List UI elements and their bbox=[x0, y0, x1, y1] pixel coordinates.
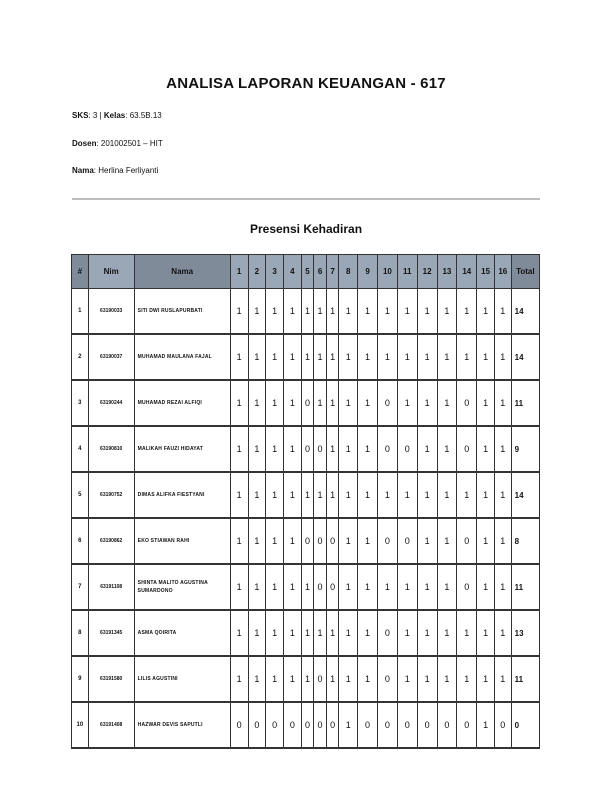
attendance-mark: 0 bbox=[377, 380, 397, 426]
table-row bbox=[72, 610, 540, 656]
header-no: # bbox=[72, 255, 89, 289]
attendance-mark: 1 bbox=[494, 656, 511, 702]
student-nim: 63190810 bbox=[88, 426, 134, 472]
attendance-mark: 0 bbox=[377, 610, 397, 656]
attendance-mark: 1 bbox=[397, 380, 417, 426]
attendance-total: 11 bbox=[511, 656, 539, 702]
attendance-mark: 1 bbox=[358, 472, 378, 518]
attendance-mark: 1 bbox=[266, 380, 284, 426]
attendance-mark: 1 bbox=[266, 472, 284, 518]
attendance-total: 13 bbox=[511, 610, 539, 656]
student-nim: 63190033 bbox=[88, 289, 134, 335]
attendance-mark: 1 bbox=[417, 656, 437, 702]
table-body bbox=[72, 289, 540, 749]
attendance-mark: 1 bbox=[437, 426, 457, 472]
attendance-mark: 1 bbox=[477, 472, 495, 518]
row-number: 5 bbox=[72, 472, 89, 518]
attendance-mark: 1 bbox=[314, 380, 327, 426]
attendance-mark: 0 bbox=[266, 702, 284, 748]
attendance-mark: 1 bbox=[397, 289, 417, 335]
attendance-mark: 1 bbox=[417, 518, 437, 564]
attendance-mark: 1 bbox=[230, 426, 248, 472]
attendance-mark: 0 bbox=[326, 564, 339, 610]
header-session-6: 6 bbox=[314, 255, 327, 289]
attendance-mark: 0 bbox=[377, 656, 397, 702]
attendance-mark: 1 bbox=[248, 610, 266, 656]
attendance-mark: 1 bbox=[266, 656, 284, 702]
attendance-mark: 0 bbox=[457, 564, 477, 610]
table-row bbox=[72, 518, 540, 564]
attendance-mark: 1 bbox=[477, 334, 495, 380]
attendance-mark: 1 bbox=[339, 656, 358, 702]
dosen-label: Dosen bbox=[72, 139, 97, 148]
attendance-mark: 1 bbox=[358, 656, 378, 702]
attendance-mark: 1 bbox=[457, 334, 477, 380]
student-name: DIMAS ALIFKA FIESTYANI bbox=[134, 472, 230, 518]
attendance-mark: 1 bbox=[358, 518, 378, 564]
attendance-mark: 1 bbox=[266, 564, 284, 610]
table-row bbox=[72, 472, 540, 518]
student-name: SITI DWI RUSLAPURBATI bbox=[134, 289, 230, 335]
attendance-mark: 1 bbox=[358, 380, 378, 426]
attendance-mark: 1 bbox=[437, 380, 457, 426]
attendance-mark: 1 bbox=[301, 610, 314, 656]
attendance-mark: 1 bbox=[284, 426, 302, 472]
student-name: MUHAMAD MAULANA FAJAL bbox=[134, 334, 230, 380]
row-number: 1 bbox=[72, 289, 89, 335]
attendance-mark: 0 bbox=[457, 702, 477, 748]
attendance-mark: 1 bbox=[339, 564, 358, 610]
student-name: SHINTA MALITO AGUSTINA SUMARDONO bbox=[134, 564, 230, 610]
attendance-mark: 1 bbox=[417, 564, 437, 610]
header-session-10: 10 bbox=[377, 255, 397, 289]
attendance-mark: 1 bbox=[326, 472, 339, 518]
attendance-mark: 1 bbox=[284, 472, 302, 518]
table-row bbox=[72, 380, 540, 426]
attendance-mark: 1 bbox=[326, 426, 339, 472]
table-row bbox=[72, 564, 540, 610]
attendance-mark: 1 bbox=[301, 289, 314, 335]
student-nim: 63190862 bbox=[88, 518, 134, 564]
attendance-mark: 0 bbox=[377, 702, 397, 748]
nama-label: Nama bbox=[72, 166, 94, 175]
attendance-mark: 0 bbox=[314, 426, 327, 472]
attendance-mark: 1 bbox=[266, 610, 284, 656]
attendance-mark: 1 bbox=[339, 472, 358, 518]
student-name: MALIKAH FAUZI HIDAYAT bbox=[134, 426, 230, 472]
student-nim: 63191408 bbox=[88, 702, 134, 748]
attendance-mark: 1 bbox=[477, 656, 495, 702]
attendance-mark: 1 bbox=[494, 426, 511, 472]
attendance-mark: 1 bbox=[494, 334, 511, 380]
attendance-mark: 0 bbox=[437, 702, 457, 748]
row-number: 10 bbox=[72, 702, 89, 748]
header-nim: Nim bbox=[88, 255, 134, 289]
attendance-mark: 0 bbox=[230, 702, 248, 748]
row-number: 6 bbox=[72, 518, 89, 564]
attendance-mark: 1 bbox=[417, 610, 437, 656]
student-nim: 63190244 bbox=[88, 380, 134, 426]
row-number: 8 bbox=[72, 610, 89, 656]
attendance-mark: 0 bbox=[284, 702, 302, 748]
attendance-mark: 1 bbox=[248, 564, 266, 610]
attendance-mark: 0 bbox=[494, 702, 511, 748]
attendance-mark: 1 bbox=[437, 334, 457, 380]
attendance-mark: 1 bbox=[377, 334, 397, 380]
nama-line: Nama: Herlina Ferliyanti bbox=[72, 166, 159, 175]
attendance-mark: 1 bbox=[248, 656, 266, 702]
row-number: 7 bbox=[72, 564, 89, 610]
attendance-mark: 1 bbox=[314, 610, 327, 656]
attendance-mark: 1 bbox=[457, 289, 477, 335]
attendance-mark: 1 bbox=[494, 518, 511, 564]
attendance-mark: 1 bbox=[477, 564, 495, 610]
attendance-mark: 1 bbox=[437, 564, 457, 610]
attendance-mark: 1 bbox=[339, 426, 358, 472]
attendance-mark: 0 bbox=[397, 702, 417, 748]
divider bbox=[72, 198, 540, 200]
attendance-mark: 1 bbox=[494, 610, 511, 656]
attendance-mark: 1 bbox=[339, 610, 358, 656]
attendance-mark: 1 bbox=[326, 289, 339, 335]
attendance-total: 9 bbox=[511, 426, 539, 472]
attendance-mark: 0 bbox=[314, 564, 327, 610]
table-row bbox=[72, 702, 540, 748]
attendance-mark: 0 bbox=[248, 702, 266, 748]
attendance-mark: 0 bbox=[314, 702, 327, 748]
header-session-14: 14 bbox=[457, 255, 477, 289]
attendance-mark: 1 bbox=[248, 472, 266, 518]
attendance-mark: 1 bbox=[494, 564, 511, 610]
attendance-mark: 1 bbox=[339, 334, 358, 380]
attendance-mark: 0 bbox=[457, 518, 477, 564]
attendance-mark: 0 bbox=[314, 656, 327, 702]
attendance-mark: 1 bbox=[248, 380, 266, 426]
attendance-mark: 1 bbox=[248, 518, 266, 564]
attendance-mark: 1 bbox=[266, 289, 284, 335]
attendance-mark: 1 bbox=[314, 289, 327, 335]
header-session-9: 9 bbox=[358, 255, 378, 289]
attendance-mark: 1 bbox=[301, 472, 314, 518]
header-session-16: 16 bbox=[494, 255, 511, 289]
attendance-mark: 1 bbox=[266, 518, 284, 564]
row-number: 9 bbox=[72, 656, 89, 702]
student-name: MUHAMAD REZAI ALFIQI bbox=[134, 380, 230, 426]
attendance-mark: 1 bbox=[301, 656, 314, 702]
attendance-mark: 0 bbox=[377, 518, 397, 564]
attendance-mark: 0 bbox=[457, 426, 477, 472]
attendance-mark: 1 bbox=[417, 426, 437, 472]
attendance-mark: 1 bbox=[314, 472, 327, 518]
attendance-mark: 1 bbox=[248, 426, 266, 472]
attendance-mark: 1 bbox=[284, 334, 302, 380]
attendance-mark: 1 bbox=[358, 610, 378, 656]
attendance-mark: 1 bbox=[358, 564, 378, 610]
attendance-mark: 0 bbox=[314, 518, 327, 564]
row-number: 2 bbox=[72, 334, 89, 380]
attendance-mark: 1 bbox=[314, 334, 327, 380]
attendance-mark: 1 bbox=[301, 564, 314, 610]
attendance-mark: 1 bbox=[284, 518, 302, 564]
attendance-mark: 1 bbox=[301, 334, 314, 380]
student-name: EKO STIAWAN RAHI bbox=[134, 518, 230, 564]
attendance-mark: 1 bbox=[494, 289, 511, 335]
attendance-mark: 1 bbox=[266, 426, 284, 472]
attendance-mark: 1 bbox=[397, 564, 417, 610]
header-session-1: 1 bbox=[230, 255, 248, 289]
attendance-mark: 0 bbox=[301, 426, 314, 472]
attendance-mark: 1 bbox=[437, 518, 457, 564]
attendance-table bbox=[71, 254, 540, 749]
attendance-mark: 1 bbox=[230, 518, 248, 564]
attendance-mark: 1 bbox=[494, 472, 511, 518]
attendance-mark: 1 bbox=[230, 289, 248, 335]
attendance-mark: 0 bbox=[457, 380, 477, 426]
attendance-mark: 1 bbox=[377, 289, 397, 335]
sks-kelas-line: SKS: 3 | Kelas: 63.5B.13 bbox=[72, 111, 162, 120]
attendance-mark: 1 bbox=[437, 656, 457, 702]
attendance-mark: 1 bbox=[477, 380, 495, 426]
attendance-mark: 0 bbox=[301, 518, 314, 564]
attendance-mark: 1 bbox=[417, 380, 437, 426]
attendance-mark: 1 bbox=[284, 289, 302, 335]
attendance-mark: 1 bbox=[477, 289, 495, 335]
header-session-12: 12 bbox=[417, 255, 437, 289]
row-number: 4 bbox=[72, 426, 89, 472]
header-session-4: 4 bbox=[284, 255, 302, 289]
table-row bbox=[72, 426, 540, 472]
attendance-mark: 1 bbox=[377, 472, 397, 518]
sks-label: SKS bbox=[72, 111, 89, 120]
attendance-total: 14 bbox=[511, 472, 539, 518]
attendance-total: 11 bbox=[511, 564, 539, 610]
header-session-7: 7 bbox=[326, 255, 339, 289]
attendance-mark: 0 bbox=[417, 702, 437, 748]
header-session-11: 11 bbox=[397, 255, 417, 289]
attendance-mark: 1 bbox=[397, 334, 417, 380]
sks-value: 3 bbox=[92, 111, 98, 120]
attendance-mark: 0 bbox=[397, 426, 417, 472]
attendance-mark: 1 bbox=[284, 380, 302, 426]
attendance-mark: 1 bbox=[358, 289, 378, 335]
student-nim: 63190037 bbox=[88, 334, 134, 380]
attendance-mark: 1 bbox=[284, 656, 302, 702]
document-title: ANALISA LAPORAN KEUANGAN - 617 bbox=[166, 75, 446, 92]
table-row bbox=[72, 656, 540, 702]
attendance-total: 11 bbox=[511, 380, 539, 426]
attendance-mark: 1 bbox=[477, 702, 495, 748]
student-nim: 63191345 bbox=[88, 610, 134, 656]
header-session-5: 5 bbox=[301, 255, 314, 289]
attendance-mark: 1 bbox=[358, 426, 378, 472]
attendance-mark: 0 bbox=[326, 518, 339, 564]
dosen-value: 201002501 – HIT bbox=[100, 139, 163, 148]
attendance-mark: 1 bbox=[397, 656, 417, 702]
attendance-mark: 1 bbox=[339, 380, 358, 426]
table-row bbox=[72, 289, 540, 335]
dosen-line: Dosen: 201002501 – HIT bbox=[72, 139, 163, 148]
attendance-mark: 1 bbox=[284, 610, 302, 656]
kelas-label: Kelas bbox=[103, 111, 126, 120]
section-title: Presensi Kehadiran bbox=[249, 222, 363, 236]
attendance-mark: 1 bbox=[339, 289, 358, 335]
attendance-mark: 1 bbox=[339, 702, 358, 748]
attendance-mark: 1 bbox=[326, 656, 339, 702]
header-session-2: 2 bbox=[248, 255, 266, 289]
attendance-mark: 1 bbox=[339, 518, 358, 564]
student-nim: 63191108 bbox=[88, 564, 134, 610]
header-total: Total bbox=[511, 255, 539, 289]
attendance-mark: 0 bbox=[397, 518, 417, 564]
attendance-mark: 1 bbox=[358, 334, 378, 380]
kelas-value: 63.5B.13 bbox=[129, 111, 162, 120]
table-header-row bbox=[72, 255, 540, 289]
attendance-mark: 1 bbox=[457, 610, 477, 656]
student-name: ASMA QOIRITA bbox=[134, 610, 230, 656]
attendance-total: 14 bbox=[511, 334, 539, 380]
student-name: HAZWAR DEVIS SAPUTLI bbox=[134, 702, 230, 748]
attendance-mark: 0 bbox=[301, 702, 314, 748]
attendance-mark: 1 bbox=[266, 334, 284, 380]
header-session-3: 3 bbox=[266, 255, 284, 289]
attendance-mark: 1 bbox=[417, 472, 437, 518]
attendance-mark: 1 bbox=[230, 656, 248, 702]
attendance-total: 8 bbox=[511, 518, 539, 564]
student-nim: 63191580 bbox=[88, 656, 134, 702]
attendance-mark: 1 bbox=[326, 334, 339, 380]
attendance-mark: 1 bbox=[477, 426, 495, 472]
attendance-mark: 1 bbox=[397, 472, 417, 518]
attendance-mark: 1 bbox=[494, 380, 511, 426]
attendance-mark: 1 bbox=[397, 610, 417, 656]
student-name: LILIS AGUSTINI bbox=[134, 656, 230, 702]
header-nama: Nama bbox=[134, 255, 230, 289]
attendance-mark: 1 bbox=[284, 564, 302, 610]
attendance-mark: 1 bbox=[417, 289, 437, 335]
attendance-mark: 1 bbox=[230, 472, 248, 518]
attendance-mark: 1 bbox=[377, 564, 397, 610]
attendance-mark: 0 bbox=[358, 702, 378, 748]
header-session-8: 8 bbox=[339, 255, 358, 289]
header-session-13: 13 bbox=[437, 255, 457, 289]
attendance-mark: 1 bbox=[230, 610, 248, 656]
attendance-total: 14 bbox=[511, 289, 539, 335]
attendance-mark: 1 bbox=[230, 334, 248, 380]
attendance-mark: 1 bbox=[230, 380, 248, 426]
attendance-mark: 0 bbox=[377, 426, 397, 472]
attendance-mark: 1 bbox=[326, 610, 339, 656]
attendance-mark: 1 bbox=[248, 289, 266, 335]
attendance-mark: 1 bbox=[477, 610, 495, 656]
attendance-mark: 1 bbox=[417, 334, 437, 380]
attendance-mark: 1 bbox=[248, 334, 266, 380]
attendance-mark: 0 bbox=[326, 702, 339, 748]
nama-value: Herlina Ferliyanti bbox=[98, 166, 159, 175]
row-number: 3 bbox=[72, 380, 89, 426]
attendance-mark: 1 bbox=[457, 472, 477, 518]
attendance-mark: 1 bbox=[437, 472, 457, 518]
attendance-mark: 1 bbox=[477, 518, 495, 564]
attendance-mark: 1 bbox=[230, 564, 248, 610]
attendance-mark: 0 bbox=[301, 380, 314, 426]
attendance-mark: 1 bbox=[437, 289, 457, 335]
attendance-total: 0 bbox=[511, 702, 539, 748]
attendance-mark: 1 bbox=[437, 610, 457, 656]
attendance-mark: 1 bbox=[326, 380, 339, 426]
student-nim: 63190752 bbox=[88, 472, 134, 518]
attendance-mark: 1 bbox=[457, 656, 477, 702]
header-session-15: 15 bbox=[477, 255, 495, 289]
table-row bbox=[72, 334, 540, 380]
